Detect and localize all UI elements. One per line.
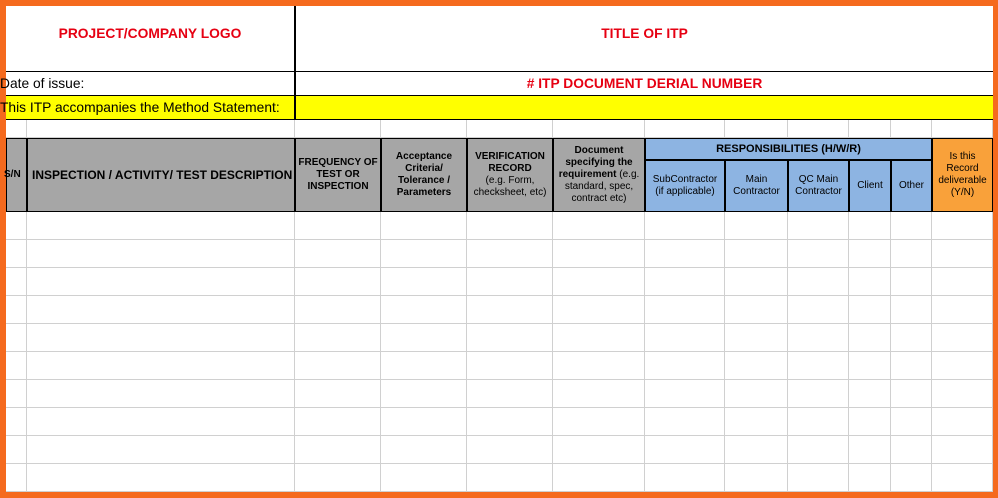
cell-frequency[interactable] xyxy=(295,408,381,436)
cell-sn[interactable] xyxy=(6,436,27,464)
itp-sheet xyxy=(0,6,993,492)
cell-frequency[interactable] xyxy=(295,436,381,464)
table-row xyxy=(6,352,993,380)
cell-other[interactable] xyxy=(891,352,932,380)
cell-document[interactable] xyxy=(553,352,645,380)
row-divider xyxy=(6,95,993,96)
cell-main-contractor[interactable] xyxy=(725,212,788,240)
method-statement-label: This ITP accompanies the Method Statement: xyxy=(0,99,280,115)
cell-deliverable[interactable] xyxy=(932,240,993,268)
cell-sn[interactable] xyxy=(6,296,27,324)
cell-other[interactable] xyxy=(891,240,932,268)
cell-acceptance[interactable] xyxy=(381,212,467,240)
cell-other[interactable] xyxy=(891,120,932,138)
header-subcontractor-line: (if applicable) xyxy=(655,186,715,197)
header-deliverable-line: (Y/N) xyxy=(950,187,975,198)
cell-qc-main-contractor[interactable] xyxy=(788,212,849,240)
cell-main-contractor[interactable] xyxy=(725,352,788,380)
header-qc-main-contractor-line: Contractor xyxy=(795,186,842,197)
cell-main-contractor[interactable] xyxy=(725,268,788,296)
cell-description[interactable] xyxy=(27,296,295,324)
header-document[interactable] xyxy=(553,138,645,212)
itp-title: TITLE OF ITP xyxy=(601,26,688,41)
cell-document[interactable] xyxy=(553,408,645,436)
method-statement-value-cell[interactable] xyxy=(296,96,993,119)
cell-sn[interactable] xyxy=(6,380,27,408)
cell-verification[interactable] xyxy=(467,352,553,380)
cell-qc-main-contractor[interactable] xyxy=(788,352,849,380)
cell-frequency[interactable] xyxy=(295,212,381,240)
table-row xyxy=(6,408,993,436)
header-other-label: Other xyxy=(898,180,924,191)
cell-acceptance[interactable] xyxy=(381,408,467,436)
cell-sn[interactable] xyxy=(6,352,27,380)
cell-acceptance[interactable] xyxy=(381,436,467,464)
cell-sn[interactable] xyxy=(6,212,27,240)
cell-main-contractor[interactable] xyxy=(725,436,788,464)
table-row xyxy=(6,380,993,408)
cell-frequency[interactable] xyxy=(295,352,381,380)
header-deliverable-line: Record xyxy=(946,163,979,174)
cell-main-contractor[interactable] xyxy=(725,380,788,408)
cell-sn[interactable] xyxy=(6,240,27,268)
cell-other[interactable] xyxy=(891,296,932,324)
cell-deliverable[interactable] xyxy=(932,436,993,464)
cell-description[interactable] xyxy=(27,120,295,138)
row-divider xyxy=(6,71,993,72)
cell-subcontractor[interactable] xyxy=(645,120,725,138)
cell-frequency[interactable] xyxy=(295,240,381,268)
header-verification-line: VERIFICATION xyxy=(475,151,545,162)
header-document-line-bold: requirement xyxy=(558,169,617,180)
cell-client[interactable] xyxy=(849,212,891,240)
cell-frequency[interactable] xyxy=(295,324,381,352)
cell-acceptance[interactable] xyxy=(381,380,467,408)
cell-acceptance[interactable] xyxy=(381,324,467,352)
header-sn-label: S/N xyxy=(4,169,21,180)
document-serial-cell[interactable] xyxy=(296,72,993,95)
header-acceptance-line: Tolerance / xyxy=(397,175,451,186)
itp-title-cell[interactable] xyxy=(296,6,993,71)
cell-sn[interactable] xyxy=(6,268,27,296)
cell-client[interactable] xyxy=(849,380,891,408)
cell-main-contractor[interactable] xyxy=(725,296,788,324)
cell-verification[interactable] xyxy=(467,380,553,408)
cell-subcontractor[interactable] xyxy=(645,408,725,436)
cell-verification[interactable] xyxy=(467,436,553,464)
header-acceptance-line: Criteria/ xyxy=(405,163,443,174)
cell-description[interactable] xyxy=(27,380,295,408)
cell-acceptance[interactable] xyxy=(381,464,467,492)
header-verification-record[interactable] xyxy=(467,138,553,212)
header-document-line: Document xyxy=(574,145,624,156)
cell-document[interactable] xyxy=(553,296,645,324)
header-description-label: INSPECTION / ACTIVITY/ TEST DESCRIPTION xyxy=(32,168,293,182)
cell-description[interactable] xyxy=(27,212,295,240)
cell-verification[interactable] xyxy=(467,464,553,492)
cell-other[interactable] xyxy=(891,436,932,464)
cell-deliverable[interactable] xyxy=(932,120,993,138)
cell-client[interactable] xyxy=(849,464,891,492)
cell-subcontractor[interactable] xyxy=(645,324,725,352)
header-client[interactable] xyxy=(849,160,891,212)
header-document-note: contract etc) xyxy=(571,193,627,204)
cell-frequency[interactable] xyxy=(295,380,381,408)
cell-client[interactable] xyxy=(849,324,891,352)
cell-client[interactable] xyxy=(849,408,891,436)
date-of-issue-cell[interactable] xyxy=(0,72,294,95)
cell-subcontractor[interactable] xyxy=(645,240,725,268)
cell-description[interactable] xyxy=(27,408,295,436)
cell-verification[interactable] xyxy=(467,268,553,296)
cell-subcontractor[interactable] xyxy=(645,436,725,464)
cell-description[interactable] xyxy=(27,240,295,268)
cell-qc-main-contractor[interactable] xyxy=(788,324,849,352)
cell-frequency[interactable] xyxy=(295,268,381,296)
cell-qc-main-contractor[interactable] xyxy=(788,464,849,492)
header-client-label: Client xyxy=(857,180,883,191)
column-divider xyxy=(294,6,296,120)
cell-main-contractor[interactable] xyxy=(725,240,788,268)
cell-other[interactable] xyxy=(891,380,932,408)
cell-client[interactable] xyxy=(849,268,891,296)
header-sn[interactable] xyxy=(6,138,27,212)
header-document-line: specifying the xyxy=(565,157,633,168)
cell-document[interactable] xyxy=(553,268,645,296)
cell-qc-main-contractor[interactable] xyxy=(788,408,849,436)
cell-verification[interactable] xyxy=(467,240,553,268)
table-row xyxy=(6,324,993,352)
cell-sn[interactable] xyxy=(6,464,27,492)
cell-qc-main-contractor[interactable] xyxy=(788,240,849,268)
cell-document[interactable] xyxy=(553,212,645,240)
table-row xyxy=(6,240,993,268)
cell-document[interactable] xyxy=(553,324,645,352)
cell-qc-main-contractor[interactable] xyxy=(788,268,849,296)
spacer-row xyxy=(6,120,993,138)
header-other[interactable] xyxy=(891,160,932,212)
header-deliverable[interactable] xyxy=(932,138,993,212)
cell-verification[interactable] xyxy=(467,408,553,436)
cell-client[interactable] xyxy=(849,240,891,268)
cell-deliverable[interactable] xyxy=(932,380,993,408)
cell-deliverable[interactable] xyxy=(932,408,993,436)
cell-other[interactable] xyxy=(891,268,932,296)
header-subcontractor-line: SubContractor xyxy=(652,174,718,185)
table-row xyxy=(6,212,993,240)
cell-subcontractor[interactable] xyxy=(645,268,725,296)
cell-deliverable[interactable] xyxy=(932,324,993,352)
cell-acceptance[interactable] xyxy=(381,120,467,138)
cell-deliverable[interactable] xyxy=(932,296,993,324)
cell-description[interactable] xyxy=(27,436,295,464)
cell-verification[interactable] xyxy=(467,324,553,352)
cell-frequency[interactable] xyxy=(295,464,381,492)
header-document-note: standard, spec, xyxy=(564,181,634,192)
cell-description[interactable] xyxy=(27,464,295,492)
cell-client[interactable] xyxy=(849,352,891,380)
cell-main-contractor[interactable] xyxy=(725,120,788,138)
header-acceptance-line: Acceptance xyxy=(395,151,453,162)
logo-cell[interactable] xyxy=(6,6,294,71)
cell-document[interactable] xyxy=(553,380,645,408)
cell-acceptance[interactable] xyxy=(381,352,467,380)
cell-document[interactable] xyxy=(553,120,645,138)
cell-qc-main-contractor[interactable] xyxy=(788,380,849,408)
cell-description[interactable] xyxy=(27,352,295,380)
header-deliverable-line: Is this xyxy=(949,151,976,162)
cell-sn[interactable] xyxy=(6,120,27,138)
header-deliverable-line: deliverable xyxy=(938,175,987,186)
header-subcontractor[interactable] xyxy=(645,160,725,212)
header-description[interactable] xyxy=(27,138,295,212)
header-frequency[interactable] xyxy=(295,138,381,212)
cell-sn[interactable] xyxy=(6,324,27,352)
cell-other[interactable] xyxy=(891,212,932,240)
cell-verification[interactable] xyxy=(467,120,553,138)
header-document-note: (e.g. xyxy=(619,169,640,180)
cell-main-contractor[interactable] xyxy=(725,324,788,352)
cell-sn[interactable] xyxy=(6,408,27,436)
header-acceptance-line: Parameters xyxy=(396,187,452,198)
date-of-issue-label: Date of issue: xyxy=(0,75,85,91)
header-acceptance[interactable] xyxy=(381,138,467,212)
cell-subcontractor[interactable] xyxy=(645,380,725,408)
header-responsibilities-title: RESPONSIBILITIES (H/W/R) xyxy=(716,142,861,155)
table-row xyxy=(6,464,993,492)
cell-main-contractor[interactable] xyxy=(725,464,788,492)
header-document-line xyxy=(559,169,640,181)
cell-frequency[interactable] xyxy=(295,296,381,324)
cell-description[interactable] xyxy=(27,268,295,296)
document-serial-number: # ITP DOCUMENT DERIAL NUMBER xyxy=(526,75,763,91)
cell-deliverable[interactable] xyxy=(932,352,993,380)
cell-acceptance[interactable] xyxy=(381,296,467,324)
cell-qc-main-contractor[interactable] xyxy=(788,120,849,138)
cell-main-contractor[interactable] xyxy=(725,408,788,436)
cell-other[interactable] xyxy=(891,464,932,492)
header-main-contractor-line: Main xyxy=(745,174,768,185)
cell-subcontractor[interactable] xyxy=(645,352,725,380)
header-verification-note: checksheet, etc) xyxy=(473,187,547,198)
cell-frequency[interactable] xyxy=(295,120,381,138)
cell-deliverable[interactable] xyxy=(932,464,993,492)
cell-subcontractor[interactable] xyxy=(645,296,725,324)
header-frequency-line: INSPECTION xyxy=(307,181,369,192)
cell-verification[interactable] xyxy=(467,296,553,324)
method-statement-cell[interactable] xyxy=(0,96,294,119)
header-verification-note: (e.g. Form, xyxy=(485,175,535,186)
cell-qc-main-contractor[interactable] xyxy=(788,436,849,464)
cell-deliverable[interactable] xyxy=(932,212,993,240)
table-row xyxy=(6,436,993,464)
header-responsibilities[interactable] xyxy=(645,138,932,160)
cell-verification[interactable] xyxy=(467,212,553,240)
table-row xyxy=(6,296,993,324)
cell-client[interactable] xyxy=(849,120,891,138)
header-qc-main-contractor-line: QC Main xyxy=(798,174,839,185)
cell-description[interactable] xyxy=(27,324,295,352)
header-main-contractor-line: Contractor xyxy=(733,186,780,197)
cell-client[interactable] xyxy=(849,436,891,464)
cell-client[interactable] xyxy=(849,296,891,324)
cell-acceptance[interactable] xyxy=(381,240,467,268)
cell-other[interactable] xyxy=(891,408,932,436)
cell-acceptance[interactable] xyxy=(381,268,467,296)
header-frequency-line: TEST OR xyxy=(316,169,360,180)
cell-deliverable[interactable] xyxy=(932,268,993,296)
logo-label: PROJECT/COMPANY LOGO xyxy=(58,26,242,41)
cell-document[interactable] xyxy=(553,240,645,268)
cell-subcontractor[interactable] xyxy=(645,212,725,240)
cell-document[interactable] xyxy=(553,436,645,464)
header-main-contractor[interactable] xyxy=(725,160,788,212)
table-row xyxy=(6,268,993,296)
header-frequency-line: FREQUENCY OF xyxy=(298,157,378,168)
header-verification-line: RECORD xyxy=(488,163,532,174)
cell-document[interactable] xyxy=(553,464,645,492)
cell-subcontractor[interactable] xyxy=(645,464,725,492)
cell-qc-main-contractor[interactable] xyxy=(788,296,849,324)
header-qc-main-contractor[interactable] xyxy=(788,160,849,212)
cell-other[interactable] xyxy=(891,324,932,352)
